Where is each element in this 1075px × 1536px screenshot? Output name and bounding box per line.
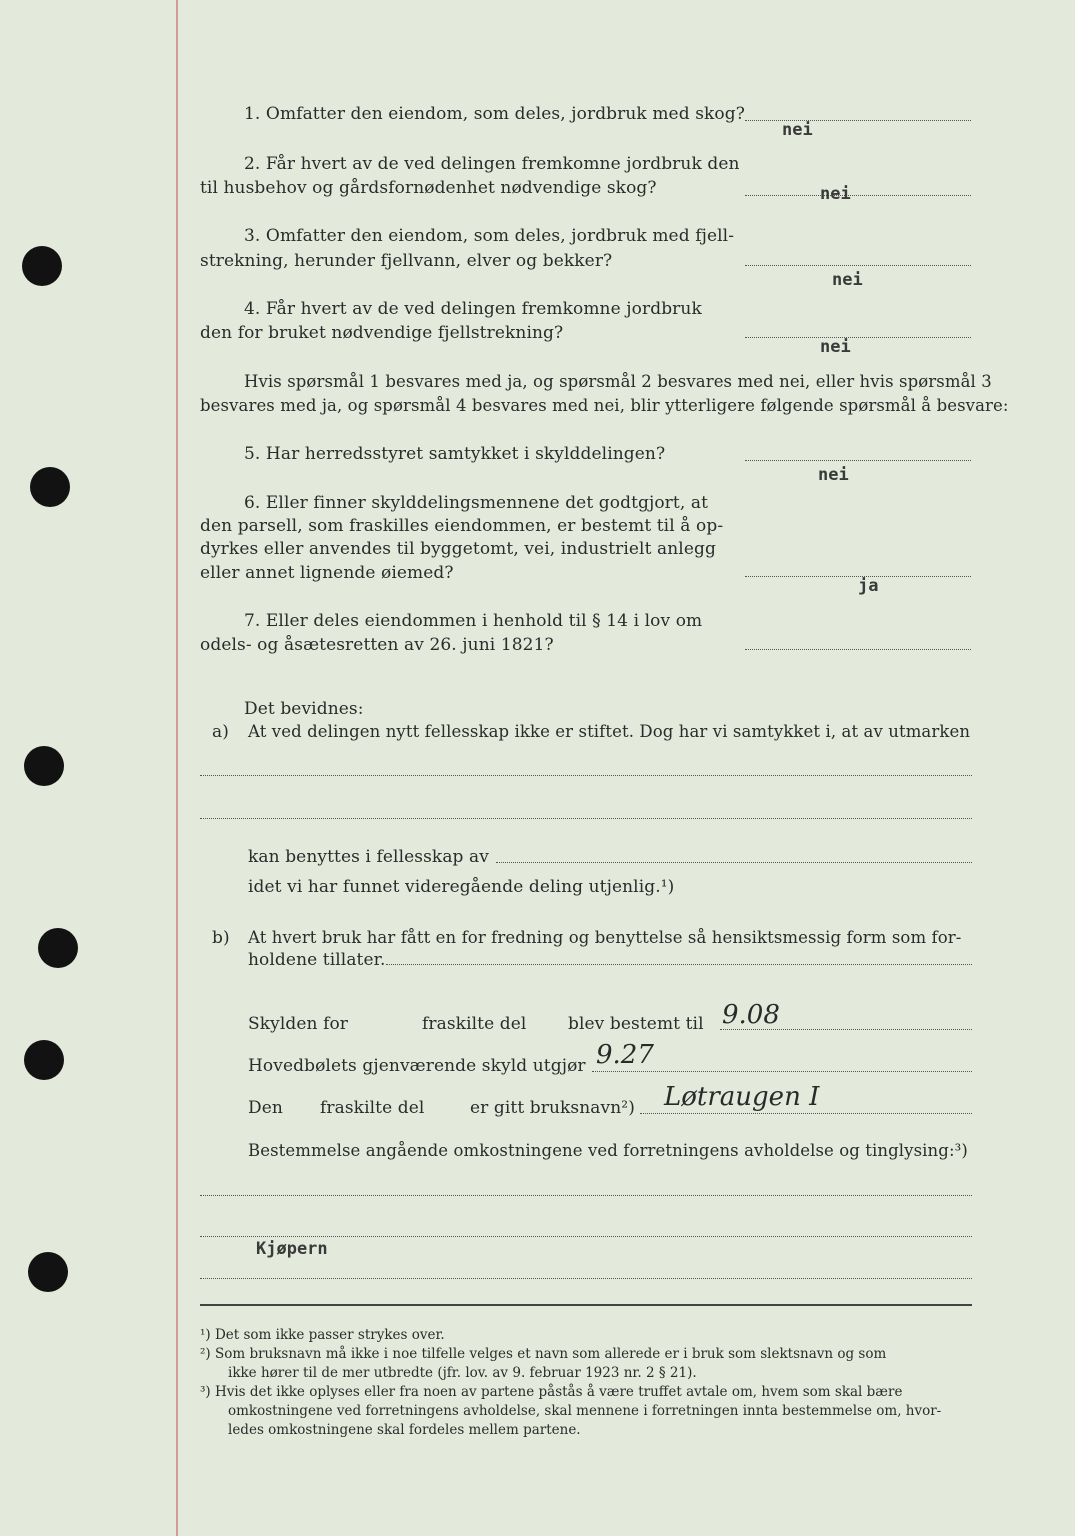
footnote-3-line2: omkostningene ved forretningens avholdelse, skal mennene i forretningen innta bestemmelse om, hvor- [228, 1403, 942, 1419]
answer-4: nei [820, 337, 851, 357]
answer-line [745, 120, 971, 121]
answer-2: nei [820, 184, 851, 204]
margin-line [176, 0, 178, 1536]
answer-line [745, 460, 971, 461]
answer-3: nei [832, 270, 863, 290]
skylden-value: 9.08 [722, 1000, 780, 1030]
bruksnavn-label: Den [248, 1098, 283, 1118]
answer-line [745, 265, 971, 266]
answer-line [745, 195, 971, 196]
punch-hole [24, 1040, 64, 1080]
answer-line [745, 337, 971, 338]
attest-b-line2: holdene tillater. [248, 950, 386, 970]
fill-line [200, 818, 972, 819]
question-4-line2: den for bruket nødvendige fjellstrekning? [200, 323, 564, 343]
fill-line [386, 964, 972, 965]
punch-hole [38, 928, 78, 968]
attest-b-line1: At hvert bruk har fått en for fredning og benyttelse så hensiktsmessig form som for- [248, 928, 962, 947]
question-7-line1: 7. Eller deles eiendommen i henhold til § 14 i lov om [244, 611, 703, 631]
condition-line1: Hvis spørsmål 1 besvares med ja, og spørsmål 2 besvares med nei, eller hvis spørsmål 3 [244, 372, 992, 391]
punch-hole [22, 246, 62, 286]
question-3-line1: 3. Omfatter den eiendom, som deles, jordbruk med fjell- [244, 226, 735, 246]
punch-hole [24, 746, 64, 786]
question-7-line2: odels- og åsætesretten av 26. juni 1821? [200, 635, 554, 655]
hovedbol-value: 9.27 [596, 1040, 654, 1070]
footnote-rule [200, 1304, 972, 1306]
footnote-2-line1: ²) Som bruksnavn må ikke i noe tilfelle velges et navn som allerede er i bruk som slektsnavn og som [200, 1346, 887, 1362]
question-6-line4: eller annet lignende øiemed? [200, 563, 454, 583]
attest-a-text: At ved delingen nytt fellesskap ikke er stiftet. Dog har vi samtykket i, at av utmarken [248, 722, 971, 741]
skylden-end: blev bestemt til [568, 1014, 704, 1034]
attest-a-reason: idet vi har funnet videregående deling utjenlig.¹) [248, 877, 675, 897]
punch-hole [28, 1252, 68, 1292]
answer-5: nei [818, 465, 849, 485]
question-6-line1: 6. Eller finner skylddelingsmennene det godtgjort, at [244, 493, 709, 513]
bruksnavn-value: Løtraugen I [664, 1082, 820, 1112]
question-2-line2: til husbehov og gårdsfornødenhet nødvendige skog? [200, 178, 657, 198]
punch-hole [30, 467, 70, 507]
condition-line2: besvares med ja, og spørsmål 4 besvares med nei, blir ytterligere følgende spørsmål å besvare: [200, 396, 1009, 415]
answer-1: nei [782, 120, 813, 140]
question-2-line1: 2. Får hvert av de ved delingen fremkomne jordbruk den [244, 154, 740, 174]
question-6-line2: den parsell, som fraskilles eiendommen, er bestemt til å op- [200, 516, 724, 536]
fill-line [200, 1236, 972, 1237]
bruksnavn-mid: fraskilte del [320, 1098, 425, 1118]
attest-a-common: kan benyttes i fellesskap av [248, 847, 489, 867]
question-3-line2: strekning, herunder fjellvann, elver og bekker? [200, 251, 613, 271]
bestemmelse-text: Bestemmelse angående omkostningene ved forretningens avholdelse og tinglysing:³) [248, 1141, 968, 1160]
attest-b-label: b) [212, 928, 230, 948]
question-5: 5. Har herredsstyret samtykket i skylddelingen? [244, 444, 666, 464]
attest-heading: Det bevidnes: [244, 699, 364, 719]
footnote-2-line2: ikke hører til de mer utbredte (jfr. lov. av 9. februar 1923 nr. 2 § 21). [228, 1365, 697, 1381]
fill-line [200, 775, 972, 776]
footnote-3-line3: ledes omkostningene skal fordeles mellem partene. [228, 1422, 581, 1438]
question-4-line1: 4. Får hvert av de ved delingen fremkomne jordbruk [244, 299, 702, 319]
skylden-label: Skylden for [248, 1014, 349, 1034]
fill-line [640, 1113, 972, 1114]
question-6-line3: dyrkes eller anvendes til byggetomt, vei, industrielt anlegg [200, 539, 716, 559]
fill-line [496, 862, 972, 863]
answer-line [745, 649, 971, 650]
fill-line [592, 1071, 972, 1072]
kjopern-text: Kjøpern [256, 1239, 328, 1259]
question-1: 1. Omfatter den eiendom, som deles, jordbruk med skog? [244, 104, 745, 124]
bruksnavn-end: er gitt bruksnavn²) [470, 1098, 635, 1118]
fill-line [200, 1195, 972, 1196]
skylden-mid: fraskilte del [422, 1014, 527, 1034]
answer-6: ja [858, 576, 879, 596]
fill-line [200, 1278, 972, 1279]
footnote-1: ¹) Det som ikke passer strykes over. [200, 1327, 445, 1343]
attest-a-label: a) [212, 722, 229, 742]
hovedbol-label: Hovedbølets gjenværende skyld utgjør [248, 1056, 586, 1076]
footnote-3-line1: ³) Hvis det ikke oplyses eller fra noen av partene påstås å være truffet avtale om, hvem som skal bære [200, 1384, 903, 1400]
